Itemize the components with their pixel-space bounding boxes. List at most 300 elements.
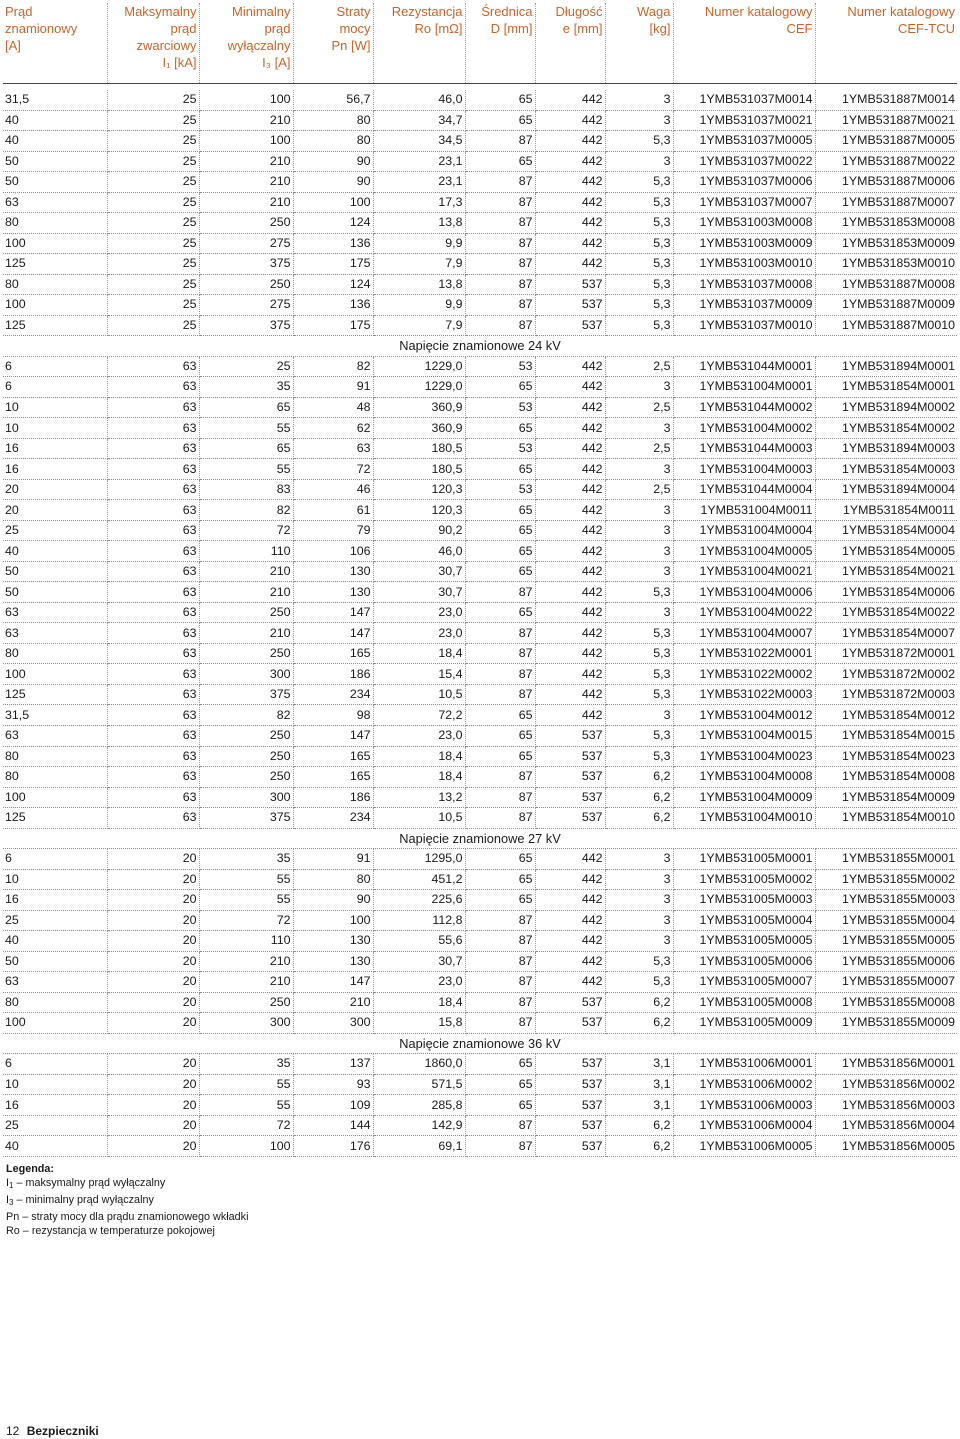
table-row — [3, 315, 957, 336]
table-cell: 109 — [293, 1095, 373, 1116]
table-cell: 3 — [605, 931, 673, 952]
table-cell: 5,3 — [605, 172, 673, 193]
table-cell: 3 — [605, 541, 673, 562]
table-row — [3, 746, 957, 767]
table-row — [3, 1115, 957, 1136]
table-cell: 120,3 — [373, 500, 465, 521]
table-cell: 175 — [293, 254, 373, 275]
table-cell: 442 — [535, 890, 605, 911]
table-cell: 7,9 — [373, 254, 465, 275]
table-cell: 63 — [107, 623, 199, 644]
table-cell: 100 — [3, 1013, 107, 1034]
table-cell: 1YMB531894M0002 — [815, 397, 957, 418]
table-cell: 300 — [199, 664, 293, 685]
table-cell: 1YMB531856M0001 — [815, 1054, 957, 1075]
table-cell: 210 — [199, 192, 293, 213]
table-cell: 1YMB531872M0002 — [815, 664, 957, 685]
table-cell: 1YMB531037M0014 — [673, 90, 815, 110]
table-cell: 1YMB531004M0005 — [673, 541, 815, 562]
table-row — [3, 438, 957, 459]
table-cell: 442 — [535, 602, 605, 623]
table-cell: 55 — [199, 1074, 293, 1095]
table-cell: 91 — [293, 377, 373, 398]
table-cell: 442 — [535, 479, 605, 500]
table-cell: 80 — [3, 274, 107, 295]
column-header — [605, 3, 673, 84]
table-cell: 142,9 — [373, 1115, 465, 1136]
table-cell: 537 — [535, 787, 605, 808]
table-row — [3, 418, 957, 439]
table-cell: 34,5 — [373, 131, 465, 152]
table-cell: 1YMB531855M0009 — [815, 1013, 957, 1034]
table-row — [3, 869, 957, 890]
table-cell: 130 — [293, 931, 373, 952]
table-cell: 285,8 — [373, 1095, 465, 1116]
table-cell: 72 — [199, 1115, 293, 1136]
table-cell: 1YMB531854M0022 — [815, 602, 957, 623]
table-cell: 130 — [293, 951, 373, 972]
table-cell: 1YMB531894M0001 — [815, 356, 957, 377]
column-header — [3, 3, 107, 84]
table-cell: 65 — [465, 418, 535, 439]
table-cell: 9,9 — [373, 295, 465, 316]
table-row — [3, 992, 957, 1013]
table-cell: 80 — [3, 746, 107, 767]
column-header — [373, 3, 465, 84]
table-cell: 20 — [107, 1054, 199, 1075]
table-row — [3, 1013, 957, 1034]
table-cell: 5,3 — [605, 664, 673, 685]
table-row — [3, 90, 957, 110]
table-cell: 165 — [293, 643, 373, 664]
table-cell: 16 — [3, 1095, 107, 1116]
table-cell: 20 — [107, 1074, 199, 1095]
table-cell: 50 — [3, 951, 107, 972]
table-cell: 65 — [465, 849, 535, 870]
table-cell: 1YMB531037M0008 — [673, 274, 815, 295]
table-cell: 210 — [199, 151, 293, 172]
table-cell: 100 — [199, 131, 293, 152]
table-cell: 375 — [199, 808, 293, 829]
table-cell: 50 — [3, 582, 107, 603]
table-cell: 65 — [465, 90, 535, 110]
page-footer — [6, 1424, 99, 1438]
table-cell: 250 — [199, 643, 293, 664]
table-cell: 63 — [107, 582, 199, 603]
table-cell: 20 — [107, 972, 199, 993]
table-cell: 63 — [107, 356, 199, 377]
table-cell: 186 — [293, 787, 373, 808]
table-cell: 3,1 — [605, 1095, 673, 1116]
table-cell: 25 — [107, 151, 199, 172]
table-cell: 20 — [107, 1095, 199, 1116]
table-cell: 100 — [199, 1136, 293, 1157]
table-cell: 1YMB531005M0005 — [673, 931, 815, 952]
table-cell: 1YMB531887M0010 — [815, 315, 957, 336]
table-cell: 125 — [3, 684, 107, 705]
table-cell: 3 — [605, 500, 673, 521]
column-header-line: Straty — [336, 4, 371, 19]
table-cell: 23,1 — [373, 172, 465, 193]
table-cell: 23,0 — [373, 602, 465, 623]
table-cell: 1YMB531003M0009 — [673, 233, 815, 254]
table-cell: 210 — [199, 110, 293, 131]
table-cell: 5,3 — [605, 643, 673, 664]
table-cell: 31,5 — [3, 705, 107, 726]
table-cell: 6,2 — [605, 992, 673, 1013]
table-cell: 63 — [107, 541, 199, 562]
table-cell: 1YMB531005M0002 — [673, 869, 815, 890]
table-cell: 55,6 — [373, 931, 465, 952]
column-header-line: wyłączalny — [227, 38, 291, 53]
table-cell: 147 — [293, 623, 373, 644]
table-cell: 2,5 — [605, 356, 673, 377]
table-cell: 442 — [535, 910, 605, 931]
column-header-line: Maksymalny — [124, 4, 197, 19]
table-cell: 65 — [465, 500, 535, 521]
table-cell: 442 — [535, 684, 605, 705]
table-cell: 72 — [293, 459, 373, 480]
column-header-line: [A] — [5, 38, 21, 53]
table-cell: 15,8 — [373, 1013, 465, 1034]
table-cell: 1YMB531854M0023 — [815, 746, 957, 767]
column-header-line: znamionowy — [5, 21, 78, 36]
table-cell: 87 — [465, 787, 535, 808]
table-cell: 62 — [293, 418, 373, 439]
table-cell: 5,3 — [605, 213, 673, 234]
table-cell: 537 — [535, 295, 605, 316]
table-cell: 34,7 — [373, 110, 465, 131]
table-cell: 65 — [465, 377, 535, 398]
table-row — [3, 890, 957, 911]
table-cell: 5,3 — [605, 192, 673, 213]
table-cell: 1YMB531856M0002 — [815, 1074, 957, 1095]
table-cell: 1YMB531854M0002 — [815, 418, 957, 439]
table-cell: 1YMB531894M0004 — [815, 479, 957, 500]
table-row — [3, 849, 957, 870]
table-cell: 82 — [199, 500, 293, 521]
table-cell: 1YMB531854M0015 — [815, 725, 957, 746]
column-header-line: prąd — [264, 21, 291, 36]
table-cell: 16 — [3, 890, 107, 911]
table-cell: 87 — [465, 972, 535, 993]
table-cell: 80 — [293, 110, 373, 131]
section-title: Napięcie znamionowe 24 kV — [3, 336, 957, 357]
table-row — [3, 233, 957, 254]
table-cell: 20 — [107, 890, 199, 911]
table-cell: 65 — [465, 110, 535, 131]
table-cell: 63 — [107, 377, 199, 398]
table-row — [3, 684, 957, 705]
table-cell: 2,5 — [605, 479, 673, 500]
table-cell: 1YMB531003M0008 — [673, 213, 815, 234]
table-cell: 442 — [535, 541, 605, 562]
table-row — [3, 951, 957, 972]
table-cell: 40 — [3, 931, 107, 952]
column-header-line: prąd — [170, 21, 197, 36]
column-header — [293, 3, 373, 84]
table-cell: 65 — [465, 1054, 535, 1075]
table-cell: 40 — [3, 541, 107, 562]
table-cell: 225,6 — [373, 890, 465, 911]
table-cell: 1YMB531037M0006 — [673, 172, 815, 193]
table-cell: 90,2 — [373, 520, 465, 541]
table-cell: 3 — [605, 561, 673, 582]
legend-symbol: Ro — [6, 1225, 20, 1237]
table-cell: 175 — [293, 315, 373, 336]
table-cell: 147 — [293, 725, 373, 746]
column-header-line: zwarciowy — [136, 38, 197, 53]
table-cell: 25 — [107, 233, 199, 254]
table-cell: 442 — [535, 972, 605, 993]
table-cell: 25 — [107, 254, 199, 275]
table-cell: 17,3 — [373, 192, 465, 213]
table-cell: 442 — [535, 254, 605, 275]
table-cell: 40 — [3, 1136, 107, 1157]
table-cell: 1YMB531037M0009 — [673, 295, 815, 316]
table-cell: 3 — [605, 869, 673, 890]
table-cell: 1YMB531006M0005 — [673, 1136, 815, 1157]
table-cell: 10 — [3, 397, 107, 418]
table-cell: 63 — [107, 767, 199, 788]
table-cell: 65 — [465, 1074, 535, 1095]
table-cell: 5,3 — [605, 274, 673, 295]
section-title: Napięcie znamionowe 36 kV — [3, 1033, 957, 1054]
legend — [6, 1162, 248, 1238]
table-cell: 87 — [465, 664, 535, 685]
table-cell: 124 — [293, 213, 373, 234]
table-cell: 1YMB531005M0001 — [673, 849, 815, 870]
table-cell: 537 — [535, 992, 605, 1013]
table-cell: 1YMB531006M0001 — [673, 1054, 815, 1075]
table-cell: 1YMB531004M0002 — [673, 418, 815, 439]
table-cell: 1YMB531887M0009 — [815, 295, 957, 316]
table-row — [3, 725, 957, 746]
table-cell: 65 — [465, 746, 535, 767]
table-cell: 3 — [605, 90, 673, 110]
table-cell: 442 — [535, 582, 605, 603]
table-cell: 63 — [293, 438, 373, 459]
table-cell: 250 — [199, 213, 293, 234]
legend-text: – maksymalny prąd wyłączalny — [13, 1177, 166, 1189]
table-cell: 25 — [107, 131, 199, 152]
table-cell: 125 — [3, 315, 107, 336]
table-cell: 1YMB531004M0007 — [673, 623, 815, 644]
table-cell: 1YMB531853M0009 — [815, 233, 957, 254]
table-cell: 442 — [535, 438, 605, 459]
table-cell: 537 — [535, 1074, 605, 1095]
table-cell: 1229,0 — [373, 377, 465, 398]
table-cell: 100 — [199, 90, 293, 110]
table-row — [3, 1095, 957, 1116]
table-cell: 63 — [107, 787, 199, 808]
table-cell: 80 — [3, 643, 107, 664]
table-cell: 442 — [535, 172, 605, 193]
table-cell: 63 — [107, 438, 199, 459]
table-cell: 20 — [107, 1115, 199, 1136]
table-cell: 1YMB531853M0010 — [815, 254, 957, 275]
table-cell: 5,3 — [605, 623, 673, 644]
table-cell: 72 — [199, 910, 293, 931]
table-cell: 1YMB531004M0001 — [673, 377, 815, 398]
table-cell: 20 — [3, 500, 107, 521]
legend-item — [6, 1176, 248, 1193]
table-cell: 442 — [535, 213, 605, 234]
table-row — [3, 972, 957, 993]
table-cell: 87 — [465, 643, 535, 664]
table-cell: 1YMB531854M0011 — [815, 500, 957, 521]
table-cell: 1YMB531854M0006 — [815, 582, 957, 603]
table-cell: 63 — [107, 705, 199, 726]
table-cell: 1YMB531004M0008 — [673, 767, 815, 788]
table-row — [3, 377, 957, 398]
table-cell: 1YMB531855M0005 — [815, 931, 957, 952]
table-cell: 50 — [3, 151, 107, 172]
table-cell: 1YMB531854M0008 — [815, 767, 957, 788]
table-cell: 165 — [293, 767, 373, 788]
table-row — [3, 110, 957, 131]
table-cell: 15,4 — [373, 664, 465, 685]
table-cell: 20 — [107, 951, 199, 972]
table-cell: 46 — [293, 479, 373, 500]
table-cell: 6 — [3, 356, 107, 377]
table-cell: 55 — [199, 459, 293, 480]
table-cell: 112,8 — [373, 910, 465, 931]
table-cell: 63 — [107, 520, 199, 541]
table-cell: 3 — [605, 910, 673, 931]
table-cell: 100 — [293, 910, 373, 931]
column-header-line: Numer katalogowy — [847, 4, 955, 19]
table-cell: 63 — [3, 192, 107, 213]
table-cell: 210 — [199, 951, 293, 972]
table-row — [3, 767, 957, 788]
table-cell: 56,7 — [293, 90, 373, 110]
column-header — [535, 3, 605, 84]
table-cell: 1YMB531872M0003 — [815, 684, 957, 705]
table-cell: 210 — [199, 623, 293, 644]
column-header — [465, 3, 535, 84]
table-cell: 87 — [465, 808, 535, 829]
table-cell: 87 — [465, 992, 535, 1013]
table-cell: 50 — [3, 561, 107, 582]
table-cell: 250 — [199, 992, 293, 1013]
table-cell: 124 — [293, 274, 373, 295]
table-cell: 10 — [3, 1074, 107, 1095]
table-cell: 1YMB531855M0002 — [815, 869, 957, 890]
table-cell: 35 — [199, 849, 293, 870]
table-cell: 1YMB531854M0007 — [815, 623, 957, 644]
table-cell: 1YMB531003M0010 — [673, 254, 815, 275]
table-cell: 63 — [3, 725, 107, 746]
table-cell: 250 — [199, 767, 293, 788]
table-cell: 442 — [535, 90, 605, 110]
table-cell: 87 — [465, 172, 535, 193]
table-cell: 250 — [199, 274, 293, 295]
table-cell: 25 — [107, 295, 199, 316]
table-cell: 136 — [293, 295, 373, 316]
table-cell: 537 — [535, 1136, 605, 1157]
table-cell: 46,0 — [373, 90, 465, 110]
column-header-line: Rezystancja — [391, 4, 463, 19]
section-name: Bezpieczniki — [26, 1424, 99, 1438]
table-cell: 442 — [535, 459, 605, 480]
table-cell: 87 — [465, 131, 535, 152]
table-cell: 63 — [3, 972, 107, 993]
table-cell: 25 — [107, 90, 199, 110]
table-cell: 3,1 — [605, 1054, 673, 1075]
table-cell: 87 — [465, 1013, 535, 1034]
column-header-line: Waga — [637, 4, 671, 19]
table-cell: 63 — [107, 459, 199, 480]
table-cell: 87 — [465, 910, 535, 931]
table-cell: 442 — [535, 418, 605, 439]
table-cell: 537 — [535, 274, 605, 295]
table-row — [3, 131, 957, 152]
table-cell: 30,7 — [373, 951, 465, 972]
table-cell: 25 — [107, 192, 199, 213]
column-header-line: D [mm] — [490, 21, 533, 36]
table-cell: 61 — [293, 500, 373, 521]
table-cell: 165 — [293, 746, 373, 767]
table-cell: 5,3 — [605, 972, 673, 993]
table-row — [3, 931, 957, 952]
table-cell: 25 — [199, 356, 293, 377]
table-cell: 1YMB531887M0008 — [815, 274, 957, 295]
table-cell: 180,5 — [373, 438, 465, 459]
table-cell: 1YMB531037M0022 — [673, 151, 815, 172]
table-cell: 87 — [465, 315, 535, 336]
section-title-row — [3, 828, 957, 849]
table-cell: 87 — [465, 233, 535, 254]
table-row — [3, 787, 957, 808]
table-cell: 210 — [293, 992, 373, 1013]
table-cell: 442 — [535, 131, 605, 152]
table-cell: 537 — [535, 808, 605, 829]
table-cell: 72,2 — [373, 705, 465, 726]
table-row — [3, 1054, 957, 1075]
table-cell: 442 — [535, 623, 605, 644]
table-cell: 63 — [107, 500, 199, 521]
table-cell: 72 — [199, 520, 293, 541]
table-cell: 234 — [293, 808, 373, 829]
table-cell: 65 — [465, 151, 535, 172]
table-cell: 65 — [465, 602, 535, 623]
legend-item — [6, 1193, 248, 1210]
table-cell: 87 — [465, 767, 535, 788]
table-cell: 5,3 — [605, 951, 673, 972]
column-header-line: Numer katalogowy — [704, 4, 813, 19]
table-cell: 210 — [199, 972, 293, 993]
table-cell: 2,5 — [605, 397, 673, 418]
table-cell: 1YMB531022M0001 — [673, 643, 815, 664]
table-cell: 5,3 — [605, 131, 673, 152]
legend-text: – straty mocy dla prądu znamionowego wkładki — [19, 1211, 249, 1223]
column-header-line: I₃ [A] — [262, 55, 291, 70]
column-header-line: CEF-TCU — [897, 21, 955, 36]
table-cell: 1YMB531004M0004 — [673, 520, 815, 541]
table-row — [3, 479, 957, 500]
table-cell: 1YMB531004M0003 — [673, 459, 815, 480]
table-cell: 16 — [3, 438, 107, 459]
table-cell: 442 — [535, 151, 605, 172]
table-cell: 360,9 — [373, 397, 465, 418]
table-cell: 55 — [199, 1095, 293, 1116]
table-cell: 537 — [535, 1115, 605, 1136]
table-cell: 18,4 — [373, 767, 465, 788]
table-cell: 6,2 — [605, 1013, 673, 1034]
table-cell: 442 — [535, 869, 605, 890]
table-cell: 130 — [293, 561, 373, 582]
